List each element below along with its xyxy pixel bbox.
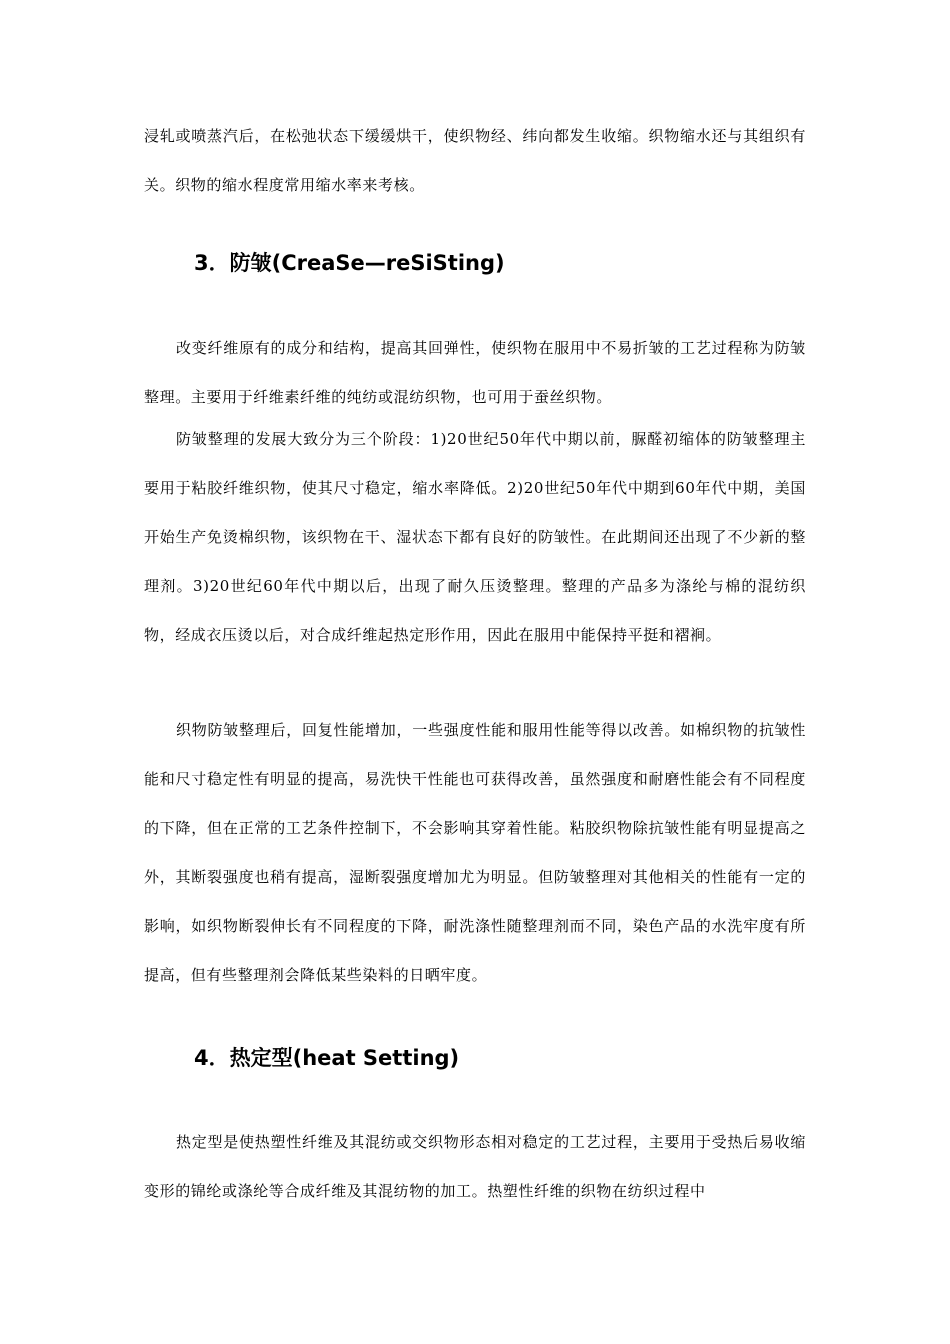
paragraph-intro: 浸轧或喷蒸汽后，在松弛状态下缓缓烘干，使织物经、纬向都发生收缩。织物缩水还与其组织有关。织物的缩水程度常用缩水率来考核。 [144,127,806,194]
section-3-paragraph-2: 防皱整理的发展大致分为三个阶段：1)20世纪50年代中期以前，脲醛初缩体的防皱整理主要用于粘胶纤维织物，使其尺寸稳定，缩水率降低。2)20世纪50年代中期到60年代中期，美国开始生产免烫棉织物，该织物在干、湿状态下都有良好的防皱性。在此期间还出现了不少新的整理剂。3)20世纪60年代中期以后，出现了耐久压烫整理。整理的产品多为涤纶与棉的混纺织物，经成衣压烫以后，对合成纤维起热定形作用，因此在服用中能保持平挺和褶裥。 [144,430,806,644]
section-3-paragraph-3: 织物防皱整理后，回复性能增加，一些强度性能和服用性能等得以改善。如棉织物的抗皱性能和尺寸稳定性有明显的提高，易洗快干性能也可获得改善，虽然强度和耐磨性能会有不同程度的下降，但在正常的工艺条件控制下，不会影响其穿着性能。粘胶织物除抗皱性能有明显提高之外，其断裂强度也稍有提高，湿断裂强度增加尤为明显。但防皱整理对其他相关的性能有一定的影响，如织物断裂伸长有不同程度的下降，耐洗涤性随整理剂而不同，染色产品的水洗牢度有所提高，但有些整理剂会降低某些染料的日晒牢度。 [144,721,806,984]
section-3-heading: 3．防皱(CreaSe—reSiSting) [194,251,505,275]
section-3-paragraph-1: 改变纤维原有的成分和结构，提高其回弹性，使织物在服用中不易折皱的工艺过程称为防皱整理。主要用于纤维素纤维的纯纺或混纺织物，也可用于蚕丝织物。 [144,339,806,406]
section-4-paragraph-1: 热定型是使热塑性纤维及其混纺或交织物形态相对稳定的工艺过程，主要用于受热后易收缩变形的锦纶或涤纶等合成纤维及其混纺物的加工。热塑性纤维的织物在纺织过程中 [144,1133,806,1200]
section-4-heading: 4．热定型(heat Setting) [194,1046,460,1070]
